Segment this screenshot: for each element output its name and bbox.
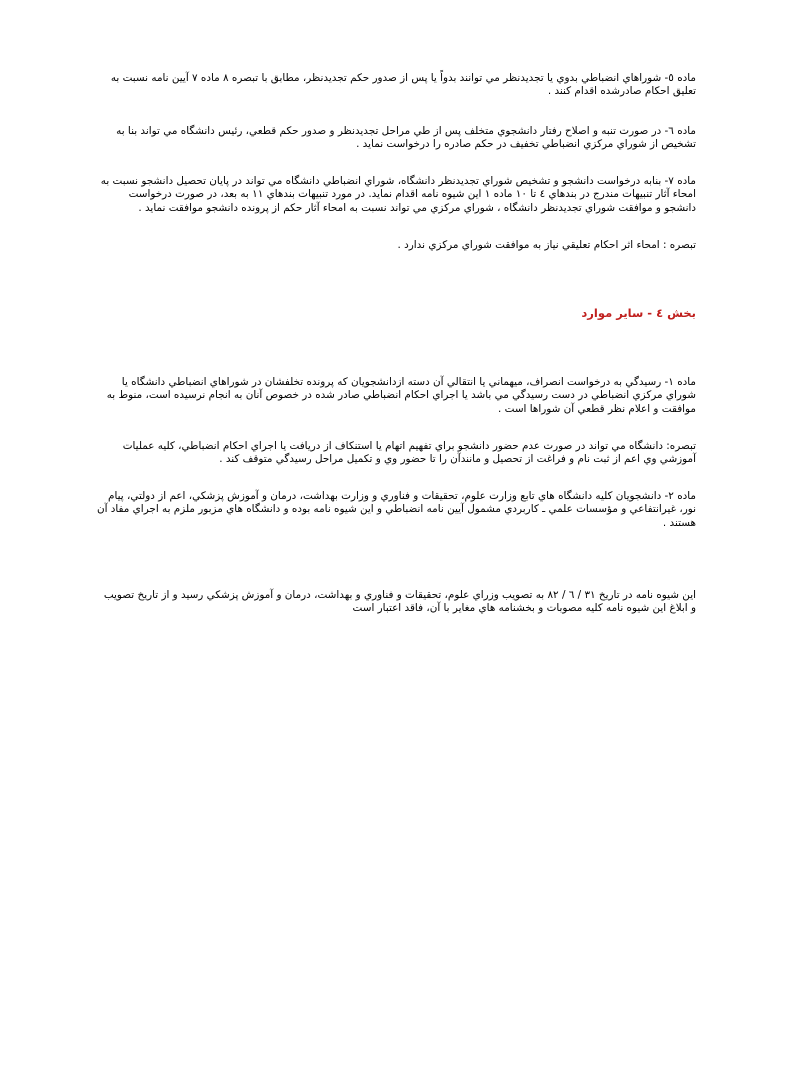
article-6-paragraph: ماده ٦- در صورت تنبه و اصلاح رفتار دانشجوي متخلف پس از طي مراحل تجديدنظر و صدور حكم قطعي، رئيس دانشگاه مي تواند بنا به تشخيص از شوراي مركزي انضباطي تخفيف در حكم صادره را درخواست نمايد . [116,125,696,151]
article-7-paragraph: ماده ٧- بنابه درخواست دانشجو و تشخيص شوراي تجديدنظر دانشگاه، شوراي انضباطي دانشگاه مي تواند در پايان تحصيل دانشجو نسبت به امحاء آثار تنبيهات مندرج در بندهاي ٤ تا ١٠ ماده ١ اين شيوه نامه اقدام نمايد. در مورد تنبيهات بندهاي ١١ به بعد، در صورت درخواست دانشجو و موافقت شوراي تجديدنظر دانشگاه ، شوراي مركزي مي تواند نسبت به امحاء آثار حكم از پرونده دانشجو موافقت نمايد . [100,175,696,214]
section-4-article-1-paragraph: ماده ١- رسيدگي به درخواست انصراف، ميهماني يا انتقالي آن دسته ازدانشجويان كه پرونده تخلفشان در شوراهاي انضباطي دانشگاه يا شوراي مركزي انضباطي در دست رسيدگي مي باشد يا اجراي احكام انضباطي صادر شده در خصوص آنان به انجام نرسيده است، منوط به موافقت و اعلام نظر قطعي آن شوراها است . [106,376,696,415]
closing-paragraph: اين شيوه نامه در تاريخ ٣١ / ٦ / ٨٢ به تصويب وزراي علوم، تحقيقات و فناوري و بهداشت، درمان و آموزش پزشكي رسيد و از تاريخ تصويب و ابلاغ اين شيوه نامه كليه مصوبات و بخشنامه هاي مغاير با آن، فاقد اعتبار است [103,589,696,615]
note-paragraph: تبصره : امحاء اثر احكام تعليقي نياز به موافقت شوراي مركزي ندارد . [397,239,696,251]
article-5-paragraph: ماده ٥- شوراهاي انضباطي بدوي يا تجديدنظر مي توانند بدواً يا پس از صدور حكم تجديدنظر، مطابق با تبصره ٨ ماده ٧ آيين نامه نسبت به تعليق احكام صادرشده اقدام كنند . [110,72,696,98]
section-4-note-paragraph: تبصره: دانشگاه مي تواند در صورت عدم حضور دانشجو براي تفهيم اتهام يا استنكاف از دريافت يا اجراي احكام انضباطي، كليه عمليات آموزشي وي اعم از ثبت نام و فراغت از تحصيل و مانندآن را تا حضور وي و تكميل مراحل رسيدگي متوقف كند . [122,440,696,466]
section-4-article-2-paragraph: ماده ٢- دانشجويان كليه دانشگاه هاي تابع وزارت علوم، تحقيقات و فناوري و وزارت بهداشت، درمان و آموزش پزشكي، اعم از دولتي، پيام نور، غيرانتفاعي و مؤسسات علمي ـ كاربردي مشمول آيين نامه انضباطي و اين شيوه نامه بوده و دانشگاه هاي مزبور ملزم به اجراي مفاد آن هستند . [96,490,696,529]
section-4-title: بخش ٤ - ساير موارد [581,306,696,320]
